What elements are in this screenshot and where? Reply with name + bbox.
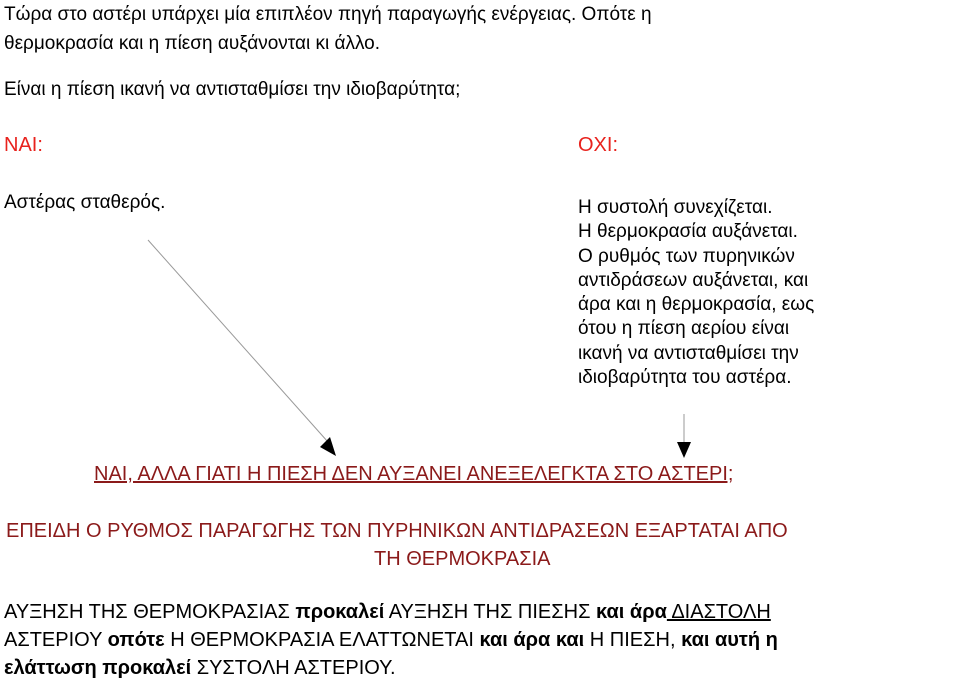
arrow-no-head xyxy=(677,442,691,458)
conclusion-bold: και άρα xyxy=(596,601,667,623)
question-2: ΝΑΙ, ΑΛΛΑ ΓΙΑΤΙ Η ΠΙΕΣΗ ΔΕΝ ΑΥΞΑΝΕΙ ΑΝΕΞΕΛΕΓΚΤΑ ΣΤΟ ΑΣΤΕΡΙ; xyxy=(94,463,734,485)
intro-line-1: Τώρα στο αστέρι υπάρχει μία επιπλέον πηγή παραγωγής ενέργειας. Οπότε η xyxy=(4,4,652,25)
conclusion-text: ΣΥΣΤΟΛΗ ΑΣΤΕΡΙΟΥ. xyxy=(191,657,396,679)
intro-line-2: θερμοκρασία και η πίεση αυξάνονται κι άλλο. xyxy=(4,33,381,54)
yes-label: ΝΑΙ: xyxy=(4,134,43,156)
answer-line-2: ΤΗ ΘΕΡΜΟΚΡΑΣΙΑ xyxy=(374,548,551,570)
conclusion-line-2 xyxy=(4,630,778,650)
no-line: αντιδράσεων αυξάνεται, και xyxy=(578,269,809,291)
no-line: Η θερμοκρασία αυξάνεται. xyxy=(578,221,798,243)
conclusion-text: Η ΠΙΕΣΗ, xyxy=(584,629,682,651)
no-line: ιδιοβαρύτητα του αστέρα. xyxy=(578,367,792,389)
conclusion-text: ΑΥΞΗΣΗ ΤΗΣ ΠΙΕΣΗΣ xyxy=(384,601,596,623)
conclusion-text: Η ΘΕΡΜΟΚΡΑΣΙΑ ΕΛΑΤΤΩΝΕΤΑΙ xyxy=(164,629,480,651)
conclusion-text: ΑΣΤΕΡΙΟΥ xyxy=(4,629,108,651)
no-line: ότου η πίεση αερίου είναι xyxy=(578,318,790,340)
conclusion-bold: προκαλεί xyxy=(295,601,385,623)
no-line: άρα και η θερμοκρασία, εως xyxy=(578,294,815,316)
answer-line-1: ΕΠΕΙΔΗ Ο ΡΥΘΜΟΣ ΠΑΡΑΓΩΓΗΣ ΤΩΝ ΠΥΡΗΝΙΚΩΝ ΑΝΤΙΔΡΑΣΕΩΝ ΕΞΑΡΤΑΤΑΙ ΑΠΟ xyxy=(6,520,788,542)
conclusion-bold: και αυτή η xyxy=(681,629,778,651)
no-line: Ο ρυθμός των πυρηνικών xyxy=(578,245,795,267)
conclusion-bold: οπότε xyxy=(107,629,165,651)
no-line: Η συστολή συνεχίζεται. xyxy=(578,197,773,218)
yes-text: Αστέρας σταθερός. xyxy=(4,192,166,213)
conclusion-bold: ελάττωση προκαλεί xyxy=(4,657,192,679)
no-line: ικανή να αντισταθμίσει την xyxy=(578,342,799,364)
intro-question: Είναι η πίεση ικανή να αντισταθμίσει την ιδιοβαρύτητα; xyxy=(4,79,461,100)
no-label: ΟΧΙ: xyxy=(578,134,619,156)
arrow-yes-line xyxy=(148,240,328,442)
conclusion-line-3 xyxy=(4,658,396,678)
conclusion-line-1 xyxy=(4,602,771,622)
conclusion-text: ΔΙΑΣΤΟΛΗ xyxy=(666,601,771,623)
conclusion-text: ΑΥΞΗΣΗ ΤΗΣ ΘΕΡΜΟΚΡΑΣΙΑΣ xyxy=(4,601,296,623)
arrow-yes-head xyxy=(320,437,336,456)
conclusion-bold: και άρα και xyxy=(479,629,585,651)
